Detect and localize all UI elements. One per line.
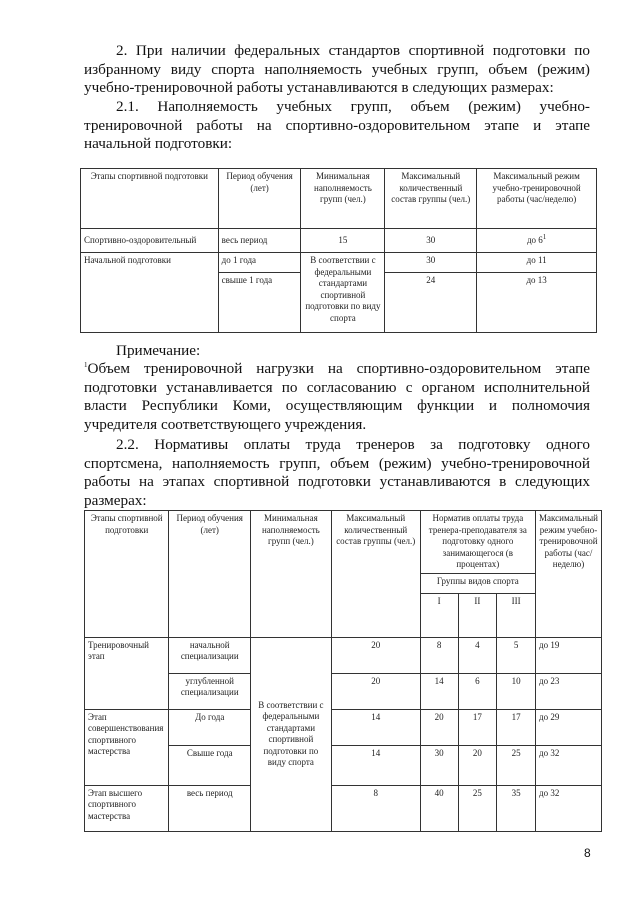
cell-mode: до 11 xyxy=(477,253,597,273)
table-row xyxy=(81,229,597,253)
cell-period: углубленной специализации xyxy=(169,673,251,709)
cell-g2: 4 xyxy=(458,637,497,673)
cell-mode: до 29 xyxy=(535,709,601,745)
header-group-2: II xyxy=(458,593,497,637)
header-max-size: Максимальный количественный состав группы (чел.) xyxy=(385,169,477,229)
cell-g2: 25 xyxy=(458,785,497,831)
cell-period: До года xyxy=(169,709,251,745)
cell-mode: до 23 xyxy=(535,673,601,709)
header-groups: Группы видов спорта xyxy=(420,573,535,593)
cell-max: 30 xyxy=(385,229,477,253)
header-max-size: Максимальный количественный состав группы (чел.) xyxy=(331,511,420,638)
section-2-2-title-text: 2.2. Нормативы оплаты труда тренеров за подготовку одного спортсмена, наполняемость групп, объем (режим) учебно-тренировочной работы на этапах спортивной подготовки устанавливаются в следующих размерах: xyxy=(84,436,590,509)
cell-mode-value: до 6 xyxy=(526,234,543,245)
cell-period: начальной специализации xyxy=(169,637,251,673)
cell-g2: 20 xyxy=(458,745,497,785)
header-min-size: Минимальная наполняемость групп (чел.) xyxy=(251,511,332,638)
table-header-row xyxy=(85,511,602,574)
cell-min-merged: В соответствии с федеральными стандартами спортивной подготовки по виду спорта xyxy=(251,637,332,831)
cell-stage: Этап высшего спортивного мастерства xyxy=(85,785,169,831)
cell-max: 24 xyxy=(385,273,477,333)
note-title: Примечание: xyxy=(116,342,201,359)
section-2-1-title-text: 2.1. Наполняемость учебных групп, объем (режим) учебно-тренировочной работы на спортивно-оздоровительном этапе и этапе начальной подготовки: xyxy=(84,98,590,152)
cell-mode: до 19 xyxy=(535,637,601,673)
cell-max: 20 xyxy=(331,673,420,709)
cell-g1: 20 xyxy=(420,709,458,745)
header-max-mode: Максимальный режим учебно-тренировочной работы (час/неделю) xyxy=(535,511,601,638)
header-min-size: Минимальная наполняемость групп (чел.) xyxy=(301,169,385,229)
header-period: Период обучения (лет) xyxy=(169,511,251,638)
cell-stage: Спортивно-оздоровительный xyxy=(81,229,219,253)
cell-period: до 1 года xyxy=(218,253,301,273)
cell-g3: 17 xyxy=(497,709,536,745)
header-max-mode: Максимальный режим учебно-тренировочной работы (час/неделю) xyxy=(477,169,597,229)
section-2-1-title xyxy=(84,98,590,154)
cell-g3: 5 xyxy=(497,637,536,673)
cell-mode: до 32 xyxy=(535,785,601,831)
cell-period: весь период xyxy=(169,785,251,831)
cell-g1: 30 xyxy=(420,745,458,785)
note-text xyxy=(84,360,590,434)
table-row xyxy=(85,709,602,745)
table-initial-stages xyxy=(80,168,597,333)
note-body: Объем тренировочной нагрузки на спортивно-оздоровительном этапе подготовки устанавливается по согласованию с органом исполнительной власти Республики Коми, осуществляющим функции и полномочия учредителя соответствующего учреждения. xyxy=(84,360,590,433)
header-group-3: III xyxy=(497,593,536,637)
section-2-intro-text: 2. При наличии федеральных стандартов спортивной подготовки по избранному виду спорта наполняемость учебных групп, объем (режим) учебно-тренировочной работы устанавливаются в следующих размерах: xyxy=(84,42,590,96)
header-period: Период обучения (лет) xyxy=(218,169,301,229)
header-group-1: I xyxy=(420,593,458,637)
cell-period: весь период xyxy=(218,229,301,253)
cell-stage: Начальной подготовки xyxy=(81,253,219,333)
section-2-intro xyxy=(84,42,590,98)
cell-max: 8 xyxy=(331,785,420,831)
header-stage: Этапы спортивной подготовки xyxy=(81,169,219,229)
header-norm: Норматив оплаты труда тренера-преподавателя за подготовку одного занимающегося (в процентах) xyxy=(420,511,535,574)
cell-mode: до 32 xyxy=(535,745,601,785)
section-2-2-title xyxy=(84,436,590,510)
cell-min: 15 xyxy=(301,229,385,253)
cell-period: свыше 1 года xyxy=(218,273,301,333)
cell-max: 30 xyxy=(385,253,477,273)
page-number: 8 xyxy=(584,846,591,860)
cell-mode: до 13 xyxy=(477,273,597,333)
cell-period: Свыше года xyxy=(169,745,251,785)
header-stage: Этапы спортивной подготовки xyxy=(85,511,169,638)
table-row xyxy=(85,785,602,831)
cell-stage: Этап совершенствования спортивного мастерства xyxy=(85,709,169,785)
cell-g2: 17 xyxy=(458,709,497,745)
cell-min-merged: В соответствии с федеральными стандартами спортивной подготовки по виду спорта xyxy=(301,253,385,333)
note-footnote-marker: 1 xyxy=(84,360,88,369)
cell-g3: 10 xyxy=(497,673,536,709)
cell-max: 14 xyxy=(331,709,420,745)
cell-g3: 25 xyxy=(497,745,536,785)
cell-g1: 14 xyxy=(420,673,458,709)
cell-mode xyxy=(477,229,597,253)
table-training-stages xyxy=(84,510,602,832)
table-row xyxy=(85,637,602,673)
table-row xyxy=(81,253,597,273)
table-header-row xyxy=(81,169,597,229)
cell-max: 20 xyxy=(331,637,420,673)
cell-stage: Тренировочный этап xyxy=(85,637,169,709)
cell-max: 14 xyxy=(331,745,420,785)
footnote-marker: 1 xyxy=(542,232,547,241)
cell-g1: 40 xyxy=(420,785,458,831)
cell-g2: 6 xyxy=(458,673,497,709)
cell-g3: 35 xyxy=(497,785,536,831)
cell-g1: 8 xyxy=(420,637,458,673)
